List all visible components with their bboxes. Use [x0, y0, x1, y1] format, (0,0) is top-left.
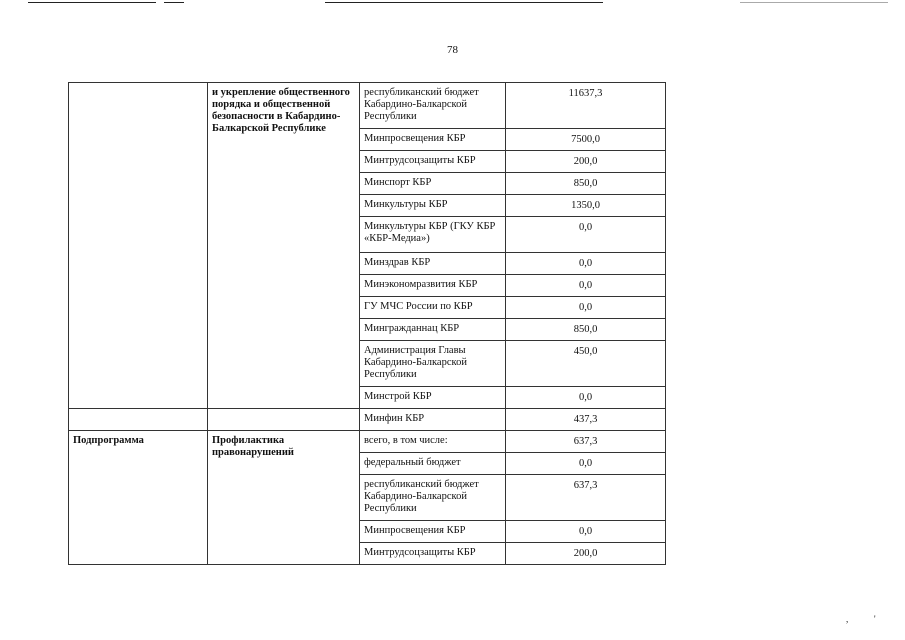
top-rule-4	[740, 2, 888, 3]
table-row	[69, 431, 666, 453]
source-cell: Минздрав КБР	[360, 253, 506, 275]
subprogram-title-cell: Профилактика правонарушений	[208, 431, 360, 565]
value-cell: 637,3	[506, 475, 666, 521]
source-cell: всего, в том числе:	[360, 431, 506, 453]
source-cell: федеральный бюджет	[360, 453, 506, 475]
source-cell: республиканский бюджет Кабардино-Балкарской Республики	[360, 475, 506, 521]
value-cell: 0,0	[506, 253, 666, 275]
value-cell: 850,0	[506, 319, 666, 341]
value-cell: 1350,0	[506, 195, 666, 217]
value-cell: 11637,3	[506, 83, 666, 129]
scan-mark-tick: '	[874, 614, 876, 624]
source-cell: Минпросвещения КБР	[360, 129, 506, 151]
source-cell: Минкультуры КБР (ГКУ КБР «КБР-Медиа»)	[360, 217, 506, 253]
scan-mark-dot: ,	[846, 614, 849, 624]
value-cell: 7500,0	[506, 129, 666, 151]
page-number: 78	[447, 44, 458, 56]
source-cell: Минфин КБР	[360, 409, 506, 431]
budget-table	[68, 82, 666, 565]
source-cell: республиканский бюджет Кабардино-Балкарской Республики	[360, 83, 506, 129]
subprogram-type-cell: Подпрограмма	[69, 431, 208, 565]
source-cell: Минтрудсоцзащиты КБР	[360, 543, 506, 565]
value-cell: 200,0	[506, 543, 666, 565]
value-cell: 0,0	[506, 217, 666, 253]
program-title-cell	[208, 409, 360, 431]
program-title-cell: и укрепление общественного порядка и общественной безопасности в Кабардино-Балкарской Республике	[208, 83, 360, 409]
table-row	[69, 83, 666, 129]
source-cell: Минстрой КБР	[360, 387, 506, 409]
top-rule-1	[28, 2, 156, 3]
value-cell: 0,0	[506, 275, 666, 297]
source-cell: Мингражданнац КБР	[360, 319, 506, 341]
value-cell: 0,0	[506, 453, 666, 475]
type-cell	[69, 83, 208, 409]
source-cell: Администрация Главы Кабардино-Балкарской Республики	[360, 341, 506, 387]
source-cell: Минспорт КБР	[360, 173, 506, 195]
top-rule-2	[164, 2, 184, 3]
value-cell: 200,0	[506, 151, 666, 173]
value-cell: 637,3	[506, 431, 666, 453]
top-rule-3	[325, 2, 603, 3]
table-row	[69, 409, 666, 431]
value-cell: 437,3	[506, 409, 666, 431]
value-cell: 850,0	[506, 173, 666, 195]
type-cell	[69, 409, 208, 431]
source-cell: Минпросвещения КБР	[360, 521, 506, 543]
source-cell: Минкультуры КБР	[360, 195, 506, 217]
value-cell: 0,0	[506, 387, 666, 409]
source-cell: Минэкономразвития КБР	[360, 275, 506, 297]
value-cell: 0,0	[506, 297, 666, 319]
value-cell: 0,0	[506, 521, 666, 543]
source-cell: Минтрудсоцзащиты КБР	[360, 151, 506, 173]
source-cell: ГУ МЧС России по КБР	[360, 297, 506, 319]
value-cell: 450,0	[506, 341, 666, 387]
